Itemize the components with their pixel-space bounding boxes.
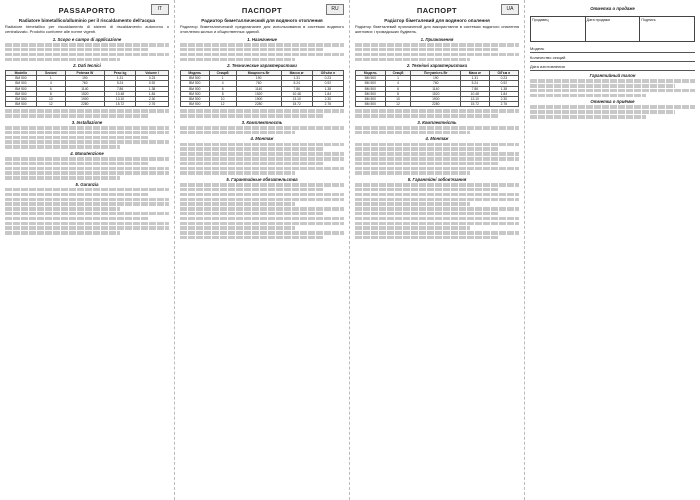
- section-heading: 2. Технические характеристики: [227, 63, 297, 68]
- stamp-box: [530, 16, 695, 42]
- table-cell: 0.92: [136, 81, 169, 86]
- table-cell: 7.86: [461, 86, 490, 91]
- text-line: [5, 226, 169, 230]
- table-cell: BM 500: [181, 86, 210, 91]
- text-line: [5, 43, 169, 47]
- table-cell: 1520: [236, 91, 281, 96]
- table-cell: 2280: [411, 102, 461, 107]
- table-header: Маса кг: [461, 71, 490, 76]
- page-title: ПАСПОРТ: [241, 5, 283, 15]
- text-line: [355, 217, 519, 221]
- table-cell: 0.92: [312, 81, 343, 86]
- text-line: [180, 222, 344, 226]
- text-line: [180, 157, 344, 161]
- table-cell: 190: [411, 76, 461, 81]
- text-line: [180, 188, 324, 192]
- table-cell: 12: [385, 102, 411, 107]
- table-cell: 2280: [65, 102, 104, 107]
- table-header: Sezioni: [36, 71, 65, 76]
- table-cell: 13.10: [461, 97, 490, 102]
- text-line: [180, 152, 344, 156]
- table-cell: 4: [36, 81, 65, 86]
- table-cell: 760: [65, 81, 104, 86]
- section-heading: 4. Manutenzione: [70, 150, 104, 156]
- text-line: [5, 114, 149, 118]
- text-line: [5, 126, 169, 130]
- text-line: [180, 58, 295, 62]
- table-cell: BM 500: [181, 91, 210, 96]
- table-cell: BM 500: [6, 102, 37, 107]
- text-line: [355, 222, 519, 226]
- table-cell: BM 500: [181, 81, 210, 86]
- table-cell: BM 500: [356, 81, 386, 86]
- text-line: [5, 157, 169, 161]
- table-cell: 13.10: [281, 97, 312, 102]
- table-body: [356, 76, 519, 107]
- specs-table: [180, 70, 344, 107]
- table-cell: 1: [385, 76, 411, 81]
- specs-table: [355, 70, 519, 107]
- section-heading: 1. Scopo e campo di applicazione: [52, 36, 122, 42]
- text-line: [355, 157, 519, 161]
- text-line: [5, 48, 149, 52]
- table-cell: BM 500: [6, 91, 37, 96]
- text-line: [530, 105, 695, 109]
- text-line: [5, 140, 169, 144]
- page-ukrainian: [350, 0, 525, 500]
- page-warranty: [525, 0, 700, 500]
- page-italian: [0, 0, 175, 500]
- text-line: [180, 183, 344, 187]
- table-cell: 13.10: [104, 97, 135, 102]
- text-line: [180, 212, 324, 216]
- text-line: [180, 131, 295, 135]
- page-title: PASSAPORTO: [58, 5, 116, 15]
- form-line: Модель: [530, 46, 695, 53]
- text-line: [180, 167, 344, 171]
- flag-icon: IT: [151, 4, 169, 15]
- text-line: [5, 53, 169, 57]
- table-header: Секцій: [385, 71, 411, 76]
- table-cell: 1.31: [104, 76, 135, 81]
- table-cell: 5.24: [281, 81, 312, 86]
- text-line: [355, 58, 470, 62]
- table-row: [356, 102, 519, 107]
- table-header: Масса кг: [281, 71, 312, 76]
- text-line: [355, 198, 519, 202]
- text-line: [180, 147, 324, 151]
- page-subtitle: Radiatore bimetallico/alluminio per il riscaldamento dell'acqua: [18, 18, 156, 23]
- text-line: [530, 94, 646, 98]
- table-body: [6, 76, 169, 107]
- table-cell: 8: [209, 91, 236, 96]
- text-line: [180, 171, 295, 175]
- section-heading: 5. Garanzia: [75, 181, 99, 187]
- text-line: [180, 126, 344, 130]
- text-line: [355, 53, 519, 57]
- table-cell: 10.48: [461, 91, 490, 96]
- table-cell: 2.76: [136, 102, 169, 107]
- table-cell: 1.84: [489, 91, 518, 96]
- text-line: [5, 222, 169, 226]
- text-line: [355, 147, 499, 151]
- intro-text: Radiatore bimetallico per riscaldamento di sistemi di riscaldamento autonomo o centralizzato. Prodotto conforme alle norme vigenti.: [5, 24, 169, 35]
- text-line: [355, 193, 519, 197]
- text-line: [5, 193, 149, 197]
- text-line: [355, 143, 519, 147]
- table-header: Секций: [209, 71, 236, 76]
- text-line: [180, 231, 344, 235]
- text-line: [5, 167, 169, 171]
- text-line: [5, 198, 169, 202]
- text-line: [355, 126, 519, 130]
- page-subtitle: Радиатор биметаллический для водяного отопления: [201, 18, 323, 23]
- table-header: Модель: [181, 71, 210, 76]
- text-line: [355, 212, 499, 216]
- table-cell: 0.92: [489, 81, 518, 86]
- table-header: Peso kg: [104, 71, 135, 76]
- text-line: [355, 207, 519, 211]
- table-cell: BM 500: [6, 97, 37, 102]
- table-cell: 15.72: [461, 102, 490, 107]
- text-line: [5, 231, 120, 235]
- text-line: [530, 110, 675, 114]
- table-cell: 1.38: [312, 86, 343, 91]
- table-cell: 1: [209, 76, 236, 81]
- flag-icon: RU: [326, 4, 344, 15]
- section-heading: 2. Dati tecnici: [73, 63, 101, 68]
- table-cell: BM 500: [356, 86, 386, 91]
- table-header: Объём л: [312, 71, 343, 76]
- table-cell: 10.48: [104, 91, 135, 96]
- table-body: [181, 76, 344, 107]
- table-cell: 1.38: [136, 86, 169, 91]
- table-cell: BM 500: [356, 91, 386, 96]
- text-line: [180, 162, 324, 166]
- table-cell: 5.24: [104, 81, 135, 86]
- text-line: [180, 109, 344, 113]
- text-line: [355, 167, 519, 171]
- table-cell: 1520: [411, 91, 461, 96]
- text-line: [180, 48, 324, 52]
- page-russian: [175, 0, 350, 500]
- table-cell: 4: [209, 81, 236, 86]
- table-cell: 10: [36, 97, 65, 102]
- table-cell: 190: [236, 76, 281, 81]
- page-header: [355, 4, 519, 16]
- table-cell: BM 500: [356, 76, 386, 81]
- text-line: [530, 89, 695, 93]
- table-cell: 1.31: [281, 76, 312, 81]
- text-line: [180, 143, 344, 147]
- text-line: [5, 131, 169, 135]
- stamp-field: Продавец: [531, 17, 586, 41]
- table-cell: BM 500: [6, 76, 37, 81]
- table-cell: BM 500: [356, 102, 386, 107]
- text-line: [530, 84, 675, 88]
- table-cell: 190: [65, 76, 104, 81]
- table-cell: BM 500: [6, 86, 37, 91]
- table-cell: 12: [36, 102, 65, 107]
- text-line: [5, 145, 120, 149]
- table-cell: 1900: [65, 97, 104, 102]
- table-cell: 7.86: [281, 86, 312, 91]
- text-line: [355, 188, 499, 192]
- text-line: [355, 48, 499, 52]
- section-heading: 2. Технічні характеристики: [406, 63, 468, 68]
- text-line: [5, 207, 120, 211]
- intro-text: Радіатор біметалевий призначений для використання в системах водяного опалення житлових і громадських будівель.: [355, 24, 519, 35]
- table-cell: 1140: [236, 86, 281, 91]
- text-line: [180, 226, 295, 230]
- text-line: [355, 152, 519, 156]
- section-heading: 4. Монтаж: [250, 136, 274, 142]
- table-cell: 0.23: [489, 76, 518, 81]
- table-cell: 760: [411, 81, 461, 86]
- table-header: Modello: [6, 71, 37, 76]
- text-line: [530, 79, 695, 83]
- section-heading: Гарантийный талон: [589, 73, 636, 78]
- table-cell: 1900: [411, 97, 461, 102]
- table-cell: 2.76: [312, 102, 343, 107]
- text-line: [355, 131, 470, 135]
- section-heading: 3. Комплектность: [241, 119, 283, 125]
- table-cell: 1.84: [312, 91, 343, 96]
- table-cell: 2.30: [136, 97, 169, 102]
- section-heading: 5. Гарантийные обязательства: [226, 176, 298, 182]
- page-title: ПАСПОРТ: [416, 5, 458, 15]
- text-line: [355, 183, 519, 187]
- section-heading: 1. Назначение: [247, 36, 277, 42]
- table-cell: 2.30: [489, 97, 518, 102]
- text-line: [180, 236, 324, 240]
- table-cell: 0.23: [136, 76, 169, 81]
- text-line: [355, 236, 499, 240]
- intro-text: Радиатор биметаллический предназначен для использования в системах водяного отопления жилых и общественных зданий.: [180, 24, 344, 35]
- table-cell: 2.30: [312, 97, 343, 102]
- table-cell: BM 500: [6, 81, 37, 86]
- text-line: [180, 53, 344, 57]
- sale-stamp-block: [530, 14, 695, 44]
- table-header: Volume l: [136, 71, 169, 76]
- table-cell: 2280: [236, 102, 281, 107]
- table-cell: 760: [236, 81, 281, 86]
- table-header: Potenza W: [65, 71, 104, 76]
- table-cell: 1140: [411, 86, 461, 91]
- text-line: [180, 114, 324, 118]
- table-cell: 12: [209, 102, 236, 107]
- table-cell: 1900: [236, 97, 281, 102]
- text-line: [530, 115, 646, 119]
- section-heading: 3. Комплектність: [417, 119, 457, 125]
- text-line: [180, 202, 295, 206]
- text-line: [355, 162, 499, 166]
- table-cell: 1.31: [461, 76, 490, 81]
- text-line: [355, 226, 470, 230]
- text-line: [5, 176, 120, 180]
- text-line: [355, 114, 499, 118]
- table-cell: 4: [385, 81, 411, 86]
- text-line: [5, 217, 149, 221]
- table-cell: BM 500: [356, 97, 386, 102]
- form-line: Дата изготовления: [530, 64, 695, 71]
- text-line: [5, 58, 120, 62]
- specs-table: [5, 70, 169, 107]
- text-line: [5, 202, 169, 206]
- section-heading: 3. Installazione: [71, 119, 103, 125]
- stamp-field: Дата продажи: [586, 17, 641, 41]
- table-cell: 6: [36, 86, 65, 91]
- table-cell: 1.38: [489, 86, 518, 91]
- section-heading: Отметка о продаже: [590, 6, 635, 11]
- flag-icon: UA: [501, 4, 519, 15]
- table-cell: 1.84: [136, 91, 169, 96]
- text-line: [180, 193, 344, 197]
- table-header: Мощность Вт: [236, 71, 281, 76]
- text-line: [355, 43, 519, 47]
- text-line: [355, 171, 470, 175]
- text-line: [355, 231, 519, 235]
- table-cell: 8: [385, 91, 411, 96]
- table-cell: 15.72: [104, 102, 135, 107]
- section-heading: 1. Призначення: [420, 36, 454, 42]
- table-cell: 6: [385, 86, 411, 91]
- text-line: [180, 198, 344, 202]
- table-cell: 7.86: [104, 86, 135, 91]
- table-cell: 5.24: [461, 81, 490, 86]
- text-line: [180, 43, 344, 47]
- section-heading: 4. Монтаж: [425, 136, 449, 142]
- text-line: [5, 212, 169, 216]
- text-line: [180, 217, 344, 221]
- page-header: [5, 4, 169, 16]
- table-cell: 10: [385, 97, 411, 102]
- table-cell: BM 500: [181, 102, 210, 107]
- table-header: Модель: [356, 71, 386, 76]
- text-line: [5, 162, 149, 166]
- form-line: Количество секций: [530, 55, 695, 62]
- text-line: [355, 202, 470, 206]
- text-line: [355, 109, 519, 113]
- table-cell: 15.72: [281, 102, 312, 107]
- section-heading: Отметка о приёмке: [590, 99, 635, 105]
- table-cell: 10.48: [281, 91, 312, 96]
- table-cell: 1140: [65, 86, 104, 91]
- table-cell: 1: [36, 76, 65, 81]
- section-heading: 5. Гарантійні зобов'язання: [407, 176, 467, 182]
- text-line: [180, 207, 344, 211]
- table-cell: BM 500: [181, 76, 210, 81]
- text-line: [5, 109, 169, 113]
- table-cell: 8: [36, 91, 65, 96]
- table-cell: 10: [209, 97, 236, 102]
- page-header: [180, 4, 344, 16]
- table-cell: 1520: [65, 91, 104, 96]
- text-line: [5, 171, 169, 175]
- table-cell: BM 500: [181, 97, 210, 102]
- table-header: Об'єм л: [489, 71, 518, 76]
- page-subtitle: Радіатор біметалевий для водяного опалення: [384, 18, 490, 23]
- table-cell: 0.23: [312, 76, 343, 81]
- table-row: [181, 102, 344, 107]
- table-row: [6, 102, 169, 107]
- text-line: [5, 188, 169, 192]
- stamp-field: Подпись: [641, 18, 656, 22]
- text-line: [5, 136, 149, 140]
- table-cell: 6: [209, 86, 236, 91]
- table-cell: 2.76: [489, 102, 518, 107]
- table-header: Потужність Вт: [411, 71, 461, 76]
